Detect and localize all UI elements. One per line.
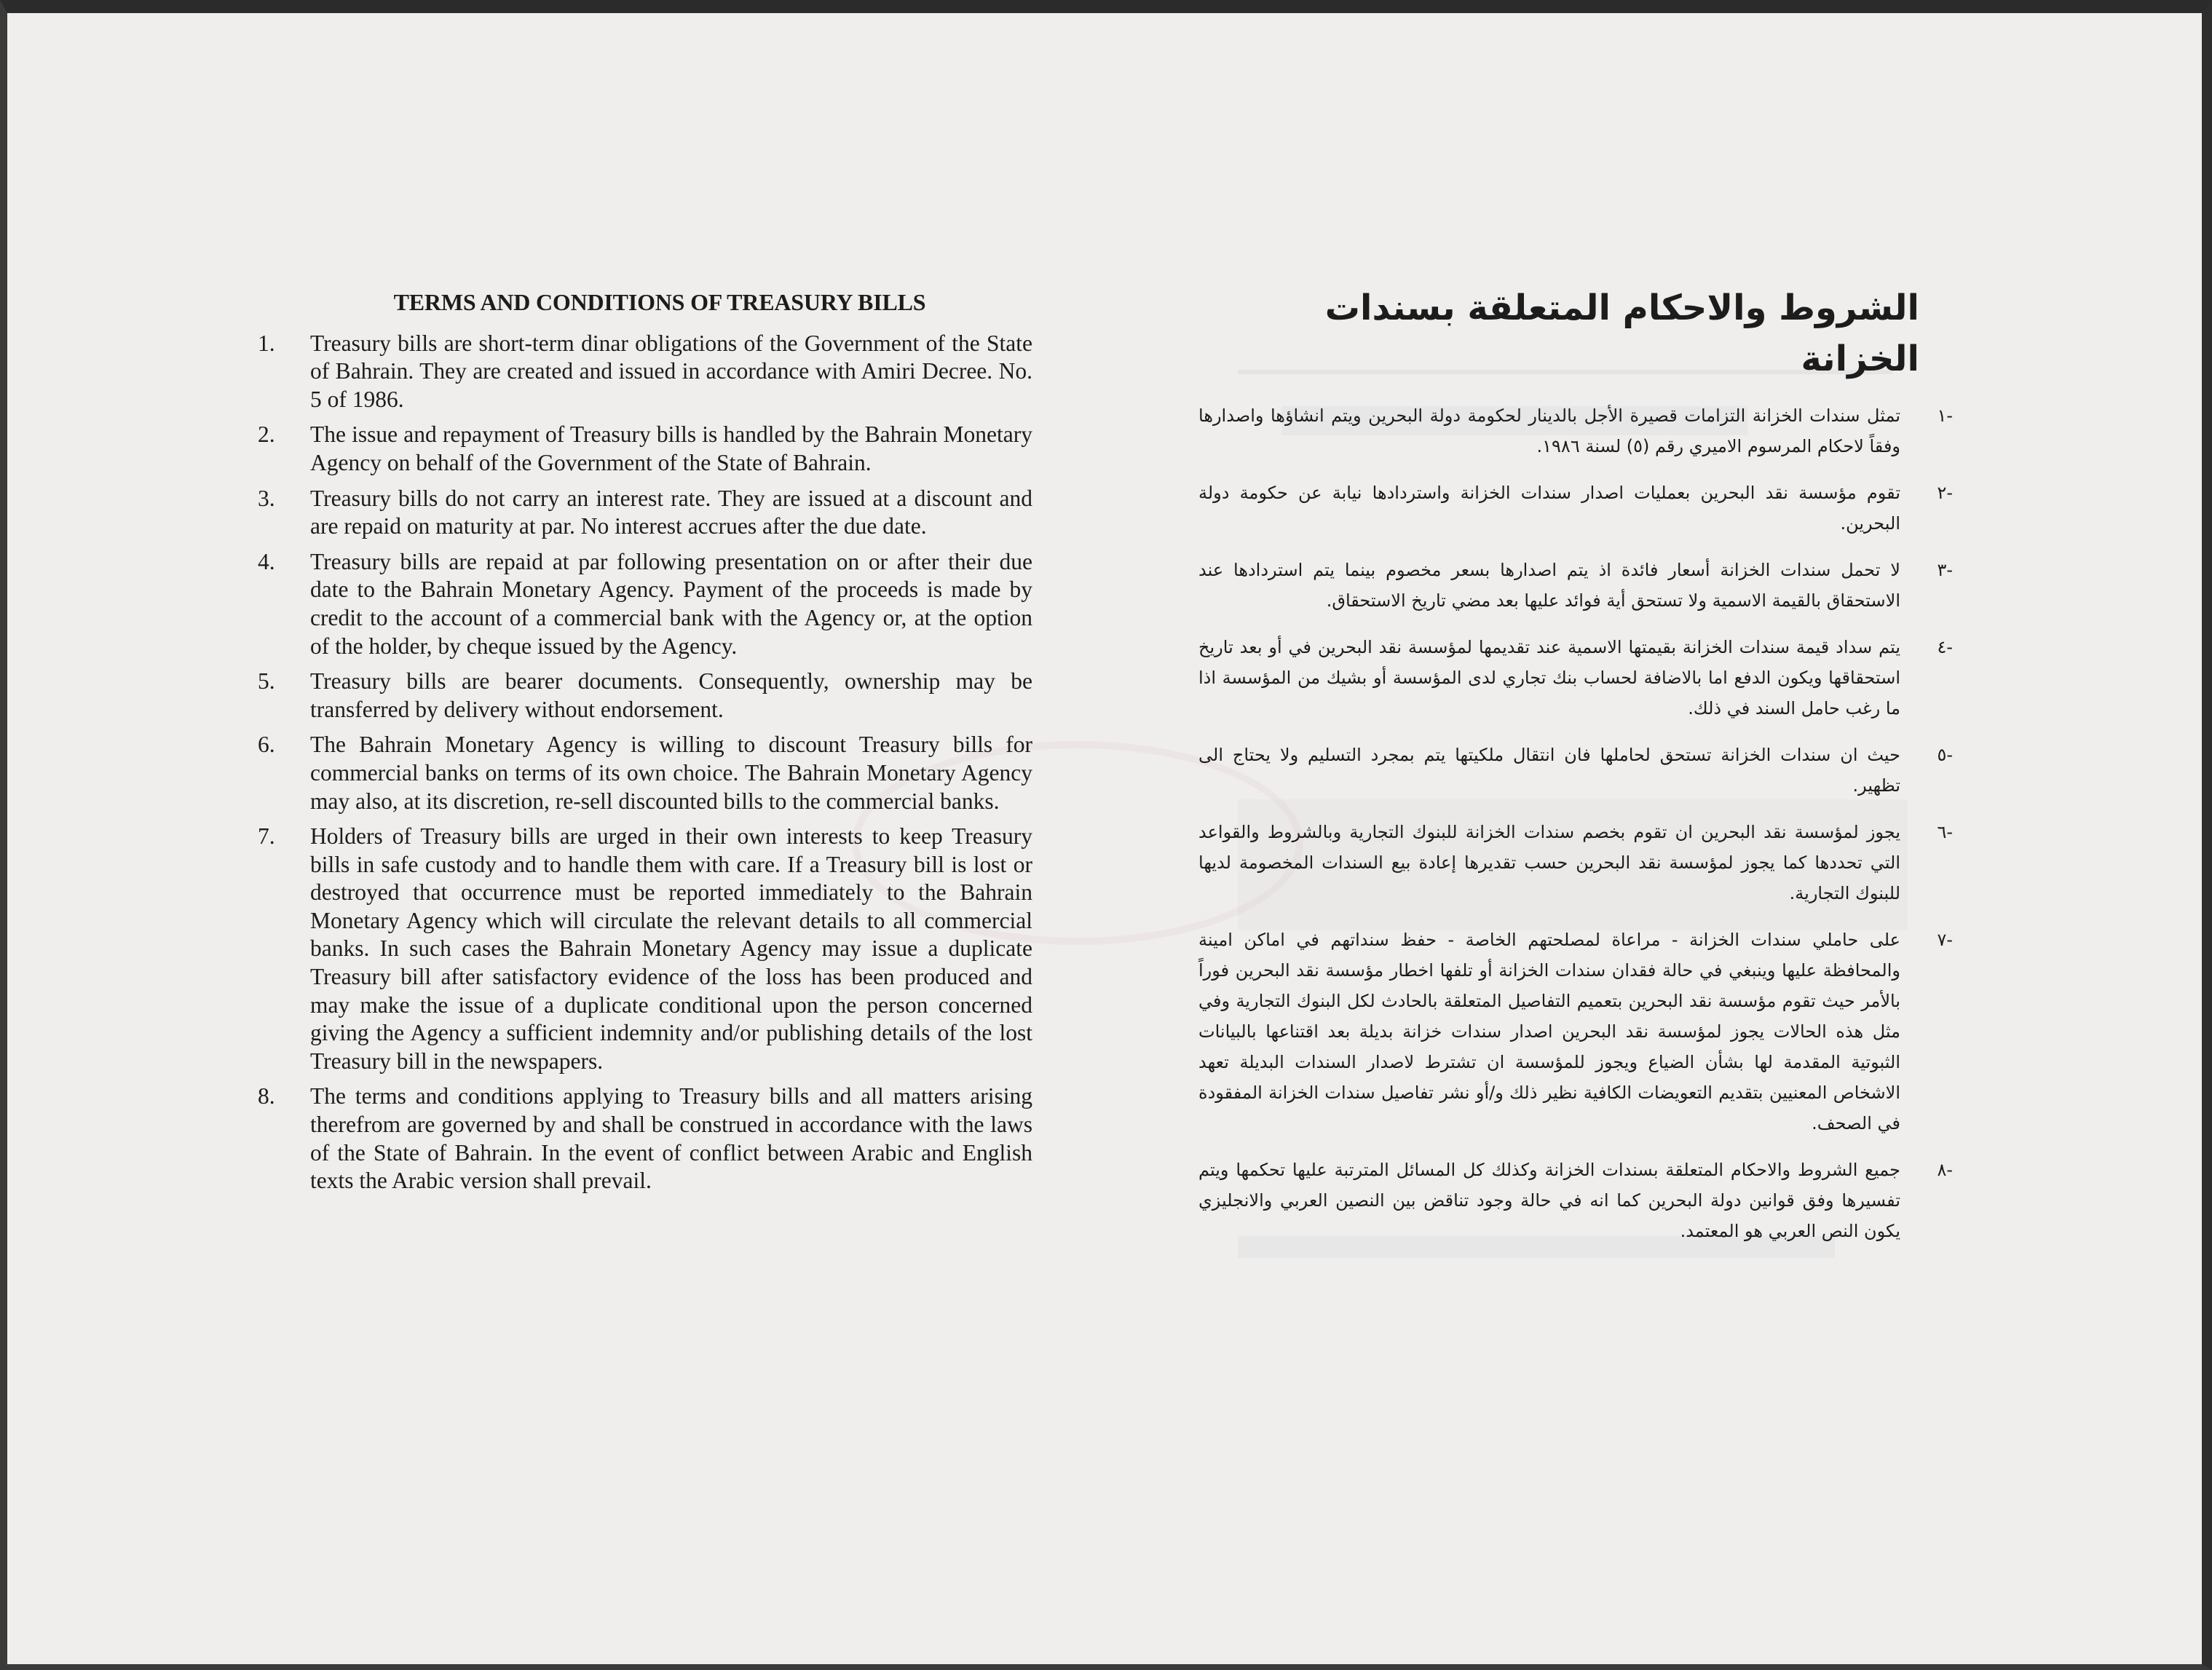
term-text: The issue and repayment of Treasury bills is handled by the Bahrain Monetary Agency on behalf of the Government of the State of Bahrain. [310, 422, 1032, 475]
english-term-item [258, 668, 1032, 724]
term-number: 5. [258, 668, 275, 694]
term-number: -٢ [1937, 483, 1953, 503]
term-number: 3. [258, 485, 275, 511]
arabic-term-item [1198, 925, 1953, 1139]
term-text: Treasury bills are bearer documents. Consequently, ownership may be transferred by delivery without endorsement. [310, 668, 1032, 722]
term-number: -٣ [1937, 560, 1953, 580]
term-text: Treasury bills are repaid at par following presentation on or after their due date to the Bahrain Monetary Agency. Payment of the proceeds is made by credit to the account of a commercial bank with the Agency or, at the option of the holder, by cheque issued by the Agency. [310, 548, 1032, 659]
arabic-term-item [1198, 817, 1953, 909]
term-number: -٤ [1937, 637, 1953, 657]
english-terms-list [258, 330, 1032, 1195]
term-number: 4. [258, 548, 275, 574]
english-term-item [258, 1083, 1032, 1195]
arabic-terms-list [1198, 400, 1953, 1246]
term-text: The Bahrain Monetary Agency is willing to discount Treasury bills for commercial banks on terms of its own choice. The Bahrain Monetary Agency may also, at its discretion, re-sell discounted bills to the commercial banks. [310, 732, 1032, 814]
term-number: -٥ [1937, 745, 1953, 765]
english-term-item [258, 421, 1032, 477]
term-number: 1. [258, 330, 275, 356]
term-number: 2. [258, 422, 275, 448]
arabic-term-item [1198, 478, 1953, 539]
english-term-item [258, 330, 1032, 414]
term-text: تمثل سندات الخزانة التزامات قصيرة الأجل بالدينار لحكومة دولة البحرين ويتم انشاؤها واصدارها وفقاً لاحكام المرسوم الاميري رقم (٥) لسنة ١٩٨٦. [1198, 405, 1900, 456]
arabic-term-item [1198, 740, 1953, 801]
term-number: -٨ [1937, 1160, 1953, 1180]
term-text: على حاملي سندات الخزانة - مراعاة لمصلحتهم الخاصة - حفظ سنداتهم في اماكن امينة والمحافظة عليها وينبغي في حالة فقدان سندات الخزانة أو تلفها اخطار مؤسسة نقد البحرين فوراً بالأمر حيث تقوم مؤسسة نقد البحرين بتعميم التفاصيل المتعلقة بالحادث لكل البنوك التجارية وفي مثل هذه الحالات يجوز لمؤسسة نقد البحرين اصدار سندات خزانة بديلة بعد اقتناعها بالبيانات الثبوتية المقدمة لها بشأن الضياع ويجوز للمؤسسة ان تشترط لاصدار السندات البديلة تعهد الاشخاص المعنيين بتقديم التعويضات الكافية نظير ذلك و/أو نشر تفاصيل سندات الخزانة المفقودة في الصحف. [1198, 930, 1900, 1133]
english-term-item [258, 823, 1032, 1075]
term-number: -٦ [1937, 822, 1953, 842]
term-number: 7. [258, 823, 275, 850]
term-text: يتم سداد قيمة سندات الخزانة بقيمتها الاسمية عند تقديمها لمؤسسة نقد البحرين في أو بعد تاريخ استحقاقها ويكون الدفع اما بالاضافة لحساب بنك تجاري لدى المؤسسة أو بشيك من المؤسسة اذا ما رغب حامل السند في ذلك. [1198, 637, 1900, 719]
arabic-title: الشروط والاحكام المتعلقة بسندات الخزانة [1324, 288, 1919, 379]
term-text: The terms and conditions applying to Treasury bills and all matters arising therefrom are governed by and shall be construed in accordance with the laws of the State of Bahrain. In the event of conflict between Arabic and English texts the Arabic version shall prevail. [310, 1083, 1032, 1194]
english-term-item [258, 548, 1032, 660]
term-text: يجوز لمؤسسة نقد البحرين ان تقوم بخصم سندات الخزانة للبنوك التجارية وبالشروط والقواعد التي تحددها كما يجوز لمؤسسة نقد البحرين حسب تقديرها إعادة بيع السندات المخصومة لديها للبنوك التجارية. [1198, 822, 1900, 903]
term-text: Treasury bills are short-term dinar obligations of the Government of the State of Bahrain. They are created and issued in accordance with Amiri Decree. No. 5 of 1986. [310, 330, 1032, 412]
arabic-term-item [1198, 632, 1953, 724]
english-term-item [258, 485, 1032, 541]
term-text: Holders of Treasury bills are urged in their own interests to keep Treasury bills in safe custody and to handle them with care. If a Treasury bill is lost or destroyed that occurrence must be reported immediately to the Bahrain Monetary Agency which will circulate the relevant details to all commercial banks. In such cases the Bahrain Monetary Agency may issue a duplicate Treasury bill after satisfactory evidence of the loss has been produced and may make the issue of a duplicate conditional upon the person concerned giving the Agency a sufficient indemnity and/or publishing details of the lost Treasury bill in the newspapers. [310, 823, 1032, 1074]
term-number: 6. [258, 732, 275, 758]
english-terms-column [258, 288, 1032, 1203]
term-text: جميع الشروط والاحكام المتعلقة بسندات الخزانة وكذلك كل المسائل المترتبة عليها تحكمها ويتم تفسيرها وفق قوانين دولة البحرين كما انه في حالة وجود تناقض بين النصين العربي والانجليزي يكون النص العربي هو المعتمد. [1198, 1160, 1900, 1241]
arabic-term-item [1198, 1155, 1953, 1246]
arabic-term-item [1198, 400, 1953, 462]
term-number: 8. [258, 1083, 275, 1109]
arabic-term-item [1198, 555, 1953, 616]
term-text: تقوم مؤسسة نقد البحرين بعمليات اصدار سندات الخزانة واستردادها نيابة عن حكومة دولة البحرين. [1198, 483, 1900, 534]
english-title: TERMS AND CONDITIONS OF TREASURY BILLS [393, 289, 926, 315]
term-number: -١ [1937, 405, 1953, 426]
term-text: حيث ان سندات الخزانة تستحق لحاملها فان انتقال ملكيتها يتم بمجرد التسليم ولا يحتاج الى تظهير. [1198, 745, 1900, 796]
term-text: Treasury bills do not carry an interest rate. They are issued at a discount and are repaid on maturity at par. No interest accrues after the due date. [310, 485, 1032, 539]
term-number: -٧ [1937, 930, 1953, 950]
term-text: لا تحمل سندات الخزانة أسعار فائدة اذ يتم اصدارها بسعر مخصوم بينما يتم استردادها عند الاستحقاق بالقيمة الاسمية ولا تستحق أية فوائد عليها بعد مضي تاريخ الاستحقاق. [1198, 560, 1900, 611]
english-term-item [258, 731, 1032, 815]
arabic-terms-column [1198, 282, 1953, 1262]
